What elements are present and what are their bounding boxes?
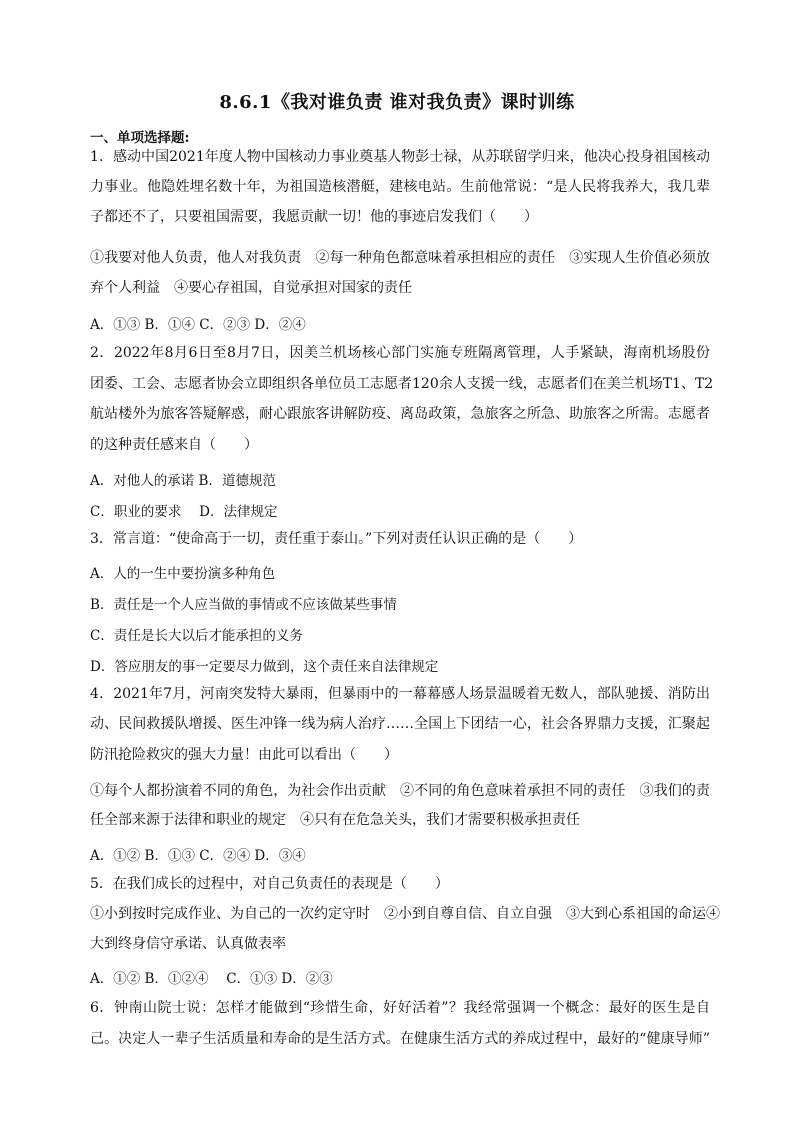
question-5-statement-2: 大到终身信守承诺、认真做表率 (90, 936, 286, 952)
question-5-options: A．①② B．①②④ C．①③ D．②③ (90, 971, 333, 987)
question-1-statement-2: 弃个人利益 ④要心存祖国，自觉承担对国家的责任 (90, 280, 412, 296)
question-5-statement-1: ①小到按时完成作业、为自己的一次约定守时 ②小到自尊自信、自立自强 ③大到心系祖国的命运④ (90, 906, 720, 922)
question-6-line-2: 己。决定人一辈子生活质量和寿命的是生活方式。在健康生活方式的养成过程中，最好的“健康导师” (90, 1031, 710, 1047)
question-4-line-3: 防汛抢险救灾的强大力量！由此可以看出（ ） (90, 747, 398, 763)
question-2-line-3: 航站楼外为旅客答疑解惑，耐心跟旅客讲解防疫、离岛政策，急旅客之所急、助旅客之所需。志愿者 (90, 406, 710, 422)
question-3-option-a: A．人的一生中要扮演多种角色 (90, 566, 276, 582)
question-6-line-1: 6．钟南山院士说：怎样才能做到“珍惜生命，好好活着”？我经常强调一个概念：最好的医生是自 (90, 1000, 710, 1016)
page-title: 8.6.1《我对谁负责 谁对我负责》课时训练 (219, 92, 575, 113)
question-3-option-b: B．责任是一个人应当做的事情或不应该做某些事情 (90, 597, 397, 613)
question-4-line-1: 4．2021年7月，河南突发特大暴雨，但暴雨中的一幕幕感人场景温暖着无数人，部队驰援、消防出 (90, 686, 710, 702)
question-1-line-2: 力事业。他隐姓埋名数十年，为祖国造核潜艇，建核电站。生前他常说：“是人民将我养大，我几辈 (90, 179, 710, 195)
question-4-options: A．①② B．①③ C．②④ D．③④ (90, 848, 306, 864)
question-2-line-4: 的这种责任感来自（ ） (90, 437, 258, 453)
question-1-line-3: 子都还不了，只要祖国需要，我愿贡献一切！他的事迹启发我们（ ） (90, 209, 538, 225)
question-1-statement-1: ①我要对他人负责，他人对我负责 ②每一种角色都意味着承担相应的责任 ③实现人生价值必须放 (90, 250, 710, 266)
question-3-line-1: 3．常言道：“使命高于一切，责任重于泰山。”下列对责任认识正确的是（ ） (90, 531, 583, 547)
question-3-option-c: C．责任是长大以后才能承担的义务 (90, 628, 303, 644)
question-2-options-2: C．职业的要求 D．法律规定 (90, 504, 278, 520)
question-4-statement-1: ①每个人都扮演着不同的角色，为社会作出贡献 ②不同的角色意味着承担不同的责任 ③我们的责 (90, 783, 710, 799)
question-3-option-d: D．答应朋友的事一定要尽力做到，这个责任来自法律规定 (90, 659, 439, 675)
question-2-options-1: A．对他人的承诺 B．道德规范 (90, 473, 276, 489)
question-2-line-1: 2．2022年8月6日至8月7日，因美兰机场核心部门实施专班隔离管理，人手紧缺，海南机场股份 (90, 345, 710, 361)
question-5-line-1: 5．在我们成长的过程中，对自己负责任的表现是（ ） (90, 876, 449, 892)
question-4-line-2: 动、民间救援队增援、医生冲锋一线为病人治疗……全国上下团结一心，社会各界鼎力支援，汇聚起 (90, 716, 710, 732)
question-1-options: A．①③ B．①④ C．②③ D．②④ (90, 317, 306, 333)
section-heading: 一、单项选择题: (90, 130, 190, 146)
question-2-line-2: 团委、工会、志愿者协会立即组织各单位员工志愿者120余人支援一线，志愿者们在美兰机场T1、T2 (90, 376, 714, 392)
question-1-line-1: 1．感动中国2021年度人物中国核动力事业奠基人物彭士禄，从苏联留学归来，他决心投身祖国核动 (90, 149, 710, 165)
question-4-statement-2: 任全部来源于法律和职业的规定 ④只有在危急关头，我们才需要积极承担责任 (90, 812, 580, 828)
